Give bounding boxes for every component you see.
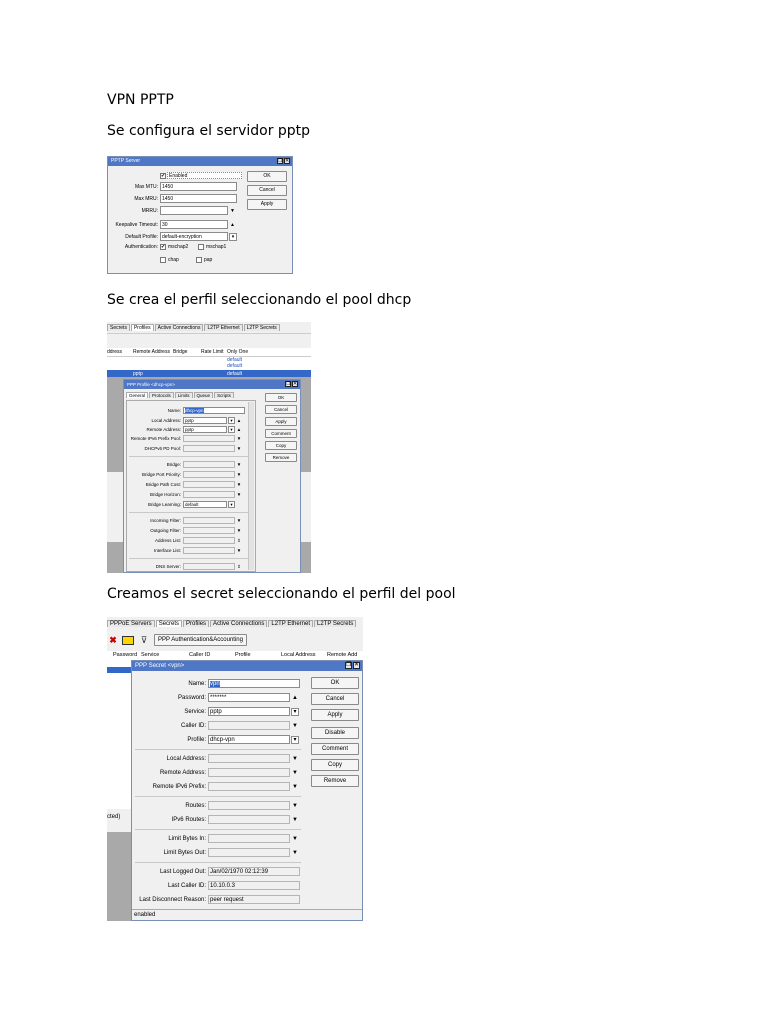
expand-icon[interactable]: ⇕	[237, 563, 241, 569]
doc-paragraph-2: Se crea el perfil seleccionando el pool dhcp	[107, 292, 412, 308]
secret-bg-text: cted)	[107, 814, 121, 820]
remote-ipv6-prefix-field[interactable]	[208, 782, 290, 791]
remote-address-field[interactable]: pptp	[183, 426, 227, 433]
tab-profiles[interactable]: Profiles	[183, 620, 209, 627]
copy-button[interactable]: Copy	[311, 759, 359, 771]
divider	[135, 749, 301, 750]
secret-window-title: PPP Secret <vpn>	[135, 663, 185, 669]
apply-button[interactable]: Apply	[265, 417, 297, 426]
dropdown-icon[interactable]: ▼	[236, 548, 242, 553]
ipv6-routes-label: IPv6 Routes:	[171, 816, 206, 823]
divider	[135, 862, 301, 863]
last-logged-out-value: Jan/02/1970 02:12:39	[208, 867, 300, 876]
profile-field[interactable]: dhcp-vpn	[208, 735, 290, 744]
incoming-filter-label: Incoming Filter:	[150, 518, 181, 523]
bridge-horizon-field[interactable]	[183, 491, 235, 498]
outgoing-filter-label: Outgoing Filter:	[150, 528, 181, 533]
doc-heading: VPN PPTP	[107, 92, 174, 108]
dropdown-icon[interactable]: ▼	[292, 769, 298, 776]
disable-button[interactable]: Disable	[311, 727, 359, 739]
list-item[interactable]: default	[227, 357, 243, 363]
tab-l2tp-ethernet[interactable]: L2TP Ethernet	[204, 324, 242, 331]
divider	[135, 796, 301, 797]
column-caller-id[interactable]: Caller ID	[189, 652, 211, 658]
remote-address-label: Remote Address:	[146, 427, 181, 432]
copy-button[interactable]: Copy	[265, 441, 297, 450]
dropdown-icon[interactable]: ▼	[292, 849, 298, 856]
tab-l2tp-secrets[interactable]: L2TP Secrets	[244, 324, 280, 331]
dropdown-icon[interactable]: ▼	[236, 518, 242, 523]
column-remote-address[interactable]: Remote Add	[327, 652, 358, 658]
select-dropdown-icon[interactable]: ▾	[291, 708, 299, 716]
dropdown-icon[interactable]: ▼	[292, 783, 298, 790]
secret-tabbar	[107, 617, 363, 631]
chap-label: chap	[168, 257, 179, 263]
dropdown-icon[interactable]: ▼	[236, 492, 242, 497]
limit-bytes-in-label: Limit Bytes In:	[168, 835, 206, 842]
name-label: Name:	[167, 408, 181, 413]
pptp-titlebar	[108, 157, 292, 166]
collapse-arrow-icon[interactable]: ▲	[236, 427, 242, 432]
address-list-label: Address List:	[154, 538, 181, 543]
comment-button[interactable]: Comment	[265, 429, 297, 438]
pptp-screenshot	[107, 156, 293, 278]
name-field[interactable]: vpn	[208, 679, 300, 688]
mrru-label: MRRU:	[141, 207, 158, 214]
max-mru-label: Max MRU:	[134, 195, 158, 202]
pptp-title: PPTP Server	[111, 158, 141, 164]
select-dropdown-icon[interactable]: ▾	[228, 417, 235, 424]
collapse-arrow-icon[interactable]: ▲	[230, 221, 235, 228]
comment-button[interactable]: Comment	[311, 743, 359, 755]
profile-list-values	[227, 357, 242, 369]
ppp-secret-window	[131, 660, 363, 921]
restore-icon[interactable]: ❐	[278, 158, 283, 164]
remote-ipv6-prefix-label: Remote IPv6 Prefix:	[152, 783, 206, 790]
column-service[interactable]: Service	[141, 652, 160, 658]
keepalive-label: Keepalive Timeout:	[115, 221, 158, 228]
routes-field[interactable]	[208, 801, 290, 810]
tab-active-connections[interactable]: Active Connections	[210, 620, 267, 627]
status-bar: enabled	[132, 909, 362, 920]
last-caller-id-label: Last Caller ID:	[167, 882, 206, 889]
dropdown-icon[interactable]: ▼	[236, 436, 242, 441]
tab-profiles[interactable]: Profiles	[131, 324, 154, 331]
ok-button[interactable]: OK	[265, 393, 297, 402]
close-icon[interactable]: ✕	[285, 158, 290, 164]
bridge-path-cost-field[interactable]	[183, 481, 235, 488]
column-address[interactable]: ddress	[107, 349, 123, 355]
default-profile-label: Default Profile:	[125, 233, 158, 240]
profile-tabbar	[107, 322, 311, 333]
divider	[129, 456, 251, 457]
tab-queue[interactable]: Queue	[194, 392, 214, 398]
dropdown-icon[interactable]: ▼	[292, 755, 298, 762]
mschap2-checkbox[interactable]: ✔	[161, 244, 166, 250]
pap-checkbox[interactable]	[196, 257, 202, 263]
mschap2-label: mschap2	[168, 244, 189, 250]
ipv6-routes-field[interactable]	[208, 815, 290, 824]
chap-checkbox[interactable]	[160, 257, 166, 263]
dns-server-field[interactable]	[183, 563, 235, 570]
name-field[interactable]: dhcp-vpn	[183, 407, 245, 414]
dhcpv6-pool-label: DHCPv6 PD Pool:	[144, 446, 181, 451]
service-label: Service:	[184, 708, 206, 715]
max-mtu-field[interactable]: 1450	[160, 182, 237, 191]
profile-toolbar	[107, 333, 311, 348]
last-disconnect-reason-label: Last Disconnect Reason:	[139, 896, 206, 903]
tab-secrets[interactable]: Secrets	[107, 324, 130, 331]
limit-bytes-out-field[interactable]	[208, 848, 290, 857]
local-address-label: Local Address:	[151, 418, 181, 423]
select-dropdown-icon[interactable]: ▾	[228, 426, 235, 433]
ipv6-pool-label: Remote IPv6 Prefix Pool:	[130, 436, 181, 441]
profile-inner-tabs	[126, 392, 235, 398]
tab-general[interactable]: General	[126, 392, 148, 398]
tab-limits[interactable]: Limits	[175, 392, 193, 398]
local-address-field[interactable]	[208, 754, 290, 763]
secret-screenshot	[107, 617, 363, 921]
password-label: Password:	[177, 694, 206, 701]
list-item[interactable]: default	[227, 363, 243, 369]
authentication-label: Authentication:	[124, 244, 158, 250]
tab-pppoe-servers[interactable]: PPPoE Servers	[107, 620, 155, 627]
profile-titlebar	[124, 380, 300, 389]
bridge-port-priority-label: Bridge Port Priority:	[141, 472, 181, 477]
mschap1-label: mschap1	[206, 244, 227, 250]
remove-icon[interactable]: ✖	[109, 635, 117, 645]
interface-list-label: Interface List:	[153, 548, 181, 553]
interface-list-field[interactable]	[183, 547, 235, 554]
ppp-auth-accounting-button[interactable]: PPP Authentication&Accounting	[154, 634, 247, 646]
column-remote-address[interactable]: Remote Address	[133, 349, 170, 355]
bridge-port-priority-field[interactable]	[183, 471, 235, 478]
dropdown-icon[interactable]: ▼	[230, 207, 235, 214]
dropdown-icon[interactable]: ▼	[236, 462, 242, 467]
remote-address-label: Remote Address:	[159, 769, 206, 776]
collapse-arrow-icon[interactable]: ▲	[292, 694, 298, 701]
collapse-arrow-icon[interactable]: ▲	[236, 418, 242, 423]
ok-button[interactable]: OK	[247, 171, 287, 182]
last-caller-id-value: 10.10.0.3	[208, 881, 300, 890]
expand-icon[interactable]: ⇕	[237, 537, 241, 543]
dns-server-label: DNS Server:	[155, 564, 181, 569]
secret-toolbar	[107, 633, 247, 647]
bridge-learning-label: Bridge Learning:	[147, 502, 181, 507]
tab-scripts[interactable]: Scripts	[214, 392, 234, 398]
ok-button[interactable]: OK	[311, 677, 359, 689]
column-local-address[interactable]: Local Address	[281, 652, 316, 658]
select-dropdown-icon[interactable]: ▾	[228, 501, 235, 508]
divider	[129, 558, 251, 559]
profile-list-header	[107, 348, 311, 357]
bridge-path-cost-label: Bridge Path Cost:	[145, 482, 181, 487]
enabled-checkbox[interactable]: ✔	[161, 172, 166, 179]
bridge-learning-field[interactable]: default	[183, 501, 227, 508]
select-dropdown-icon[interactable]: ▾	[229, 233, 237, 241]
profile-screenshot	[107, 322, 311, 573]
remove-button[interactable]: Remove	[311, 775, 359, 787]
column-rate-limit[interactable]: Rate Limit	[201, 349, 224, 355]
pptp-server-window	[107, 156, 293, 274]
remove-button[interactable]: Remove	[265, 453, 297, 462]
incoming-filter-field[interactable]	[183, 517, 235, 524]
divider	[135, 829, 301, 830]
profile-scrollbar[interactable]	[248, 402, 254, 570]
cancel-button[interactable]: Cancel	[265, 405, 297, 414]
remote-address-field[interactable]	[208, 768, 290, 777]
max-mru-field[interactable]: 1450	[160, 194, 237, 203]
tab-active-connections[interactable]: Active Connections	[155, 324, 204, 331]
close-icon[interactable]: ✕	[354, 662, 360, 668]
dropdown-icon[interactable]: ▼	[236, 472, 242, 477]
keepalive-field[interactable]: 30	[160, 220, 228, 229]
bridge-horizon-label: Bridge Horizon:	[149, 492, 181, 497]
column-password[interactable]: Password	[113, 652, 138, 658]
profile-window-title: PPP Profile <dhcp-vpn>	[127, 382, 175, 387]
profile-general-panel	[126, 400, 256, 572]
bridge-field[interactable]	[183, 461, 235, 468]
password-field[interactable]: *******	[208, 693, 290, 702]
ppp-profile-window	[123, 379, 301, 573]
row-name: pptp	[133, 370, 143, 377]
filter-icon[interactable]: ⊽	[140, 635, 148, 645]
max-mtu-label: Max MTU:	[134, 183, 158, 190]
cancel-button[interactable]: Cancel	[247, 185, 287, 196]
tab-secrets[interactable]: Secrets	[156, 620, 182, 627]
doc-paragraph-1: Se configura el servidor pptp	[107, 123, 311, 139]
name-label: Name:	[188, 680, 206, 687]
doc-paragraph-3: Creamos el secret seleccionando el perfil del pool	[107, 586, 456, 602]
cancel-button[interactable]: Cancel	[311, 693, 359, 705]
divider	[129, 512, 251, 513]
secret-titlebar	[132, 661, 362, 671]
table-row[interactable]	[107, 370, 311, 377]
bridge-label: Bridge:	[166, 462, 181, 467]
pap-label: pap	[204, 257, 213, 263]
apply-button[interactable]: Apply	[247, 199, 287, 210]
close-icon[interactable]: ✕	[293, 381, 298, 387]
local-address-field[interactable]: pptp	[183, 417, 227, 424]
routes-label: Routes:	[185, 802, 206, 809]
select-dropdown-icon[interactable]: ▾	[291, 736, 299, 744]
caller-id-field[interactable]	[208, 721, 290, 730]
column-only-one[interactable]: Only One	[227, 349, 249, 355]
dropdown-icon[interactable]: ▼	[236, 482, 242, 487]
tab-protocols[interactable]: Protocols	[149, 392, 174, 398]
last-logged-out-label: Last Logged Out:	[159, 868, 206, 875]
caller-id-label: Caller ID:	[180, 722, 206, 729]
comment-icon[interactable]	[122, 636, 134, 645]
enabled-label[interactable]: Enabled	[167, 172, 242, 179]
dropdown-icon[interactable]: ▼	[292, 802, 298, 809]
last-disconnect-reason-value: peer request	[208, 895, 300, 904]
dropdown-icon[interactable]: ▼	[292, 835, 298, 842]
mrru-field[interactable]	[160, 206, 228, 215]
dropdown-icon[interactable]: ▼	[292, 816, 298, 823]
tab-l2tp-ethernet[interactable]: L2TP Ethernet	[268, 620, 313, 627]
limit-bytes-in-field[interactable]	[208, 834, 290, 843]
default-profile-field[interactable]: default-encryption	[160, 232, 228, 241]
service-field[interactable]: pptp	[208, 707, 290, 716]
dropdown-icon[interactable]: ▼	[236, 446, 242, 451]
profile-label: Profile:	[187, 736, 206, 743]
dhcpv6-pool-field[interactable]	[183, 445, 235, 452]
apply-button[interactable]: Apply	[311, 709, 359, 721]
restore-icon[interactable]: ❐	[286, 381, 291, 387]
column-bridge[interactable]: Bridge	[173, 349, 188, 355]
column-profile[interactable]: Profile	[235, 652, 251, 658]
ipv6-pool-field[interactable]	[183, 435, 235, 442]
address-list-field[interactable]	[183, 537, 235, 544]
dropdown-icon[interactable]: ▼	[236, 528, 242, 533]
restore-icon[interactable]: ❐	[346, 662, 352, 668]
row-only-one: default	[227, 370, 243, 377]
local-address-label: Local Address:	[166, 755, 206, 762]
limit-bytes-out-label: Limit Bytes Out:	[163, 849, 206, 856]
mschap1-checkbox[interactable]	[198, 244, 204, 250]
outgoing-filter-field[interactable]	[183, 527, 235, 534]
tab-l2tp-secrets[interactable]: L2TP Secrets	[314, 620, 356, 627]
dropdown-icon[interactable]: ▼	[292, 722, 298, 729]
